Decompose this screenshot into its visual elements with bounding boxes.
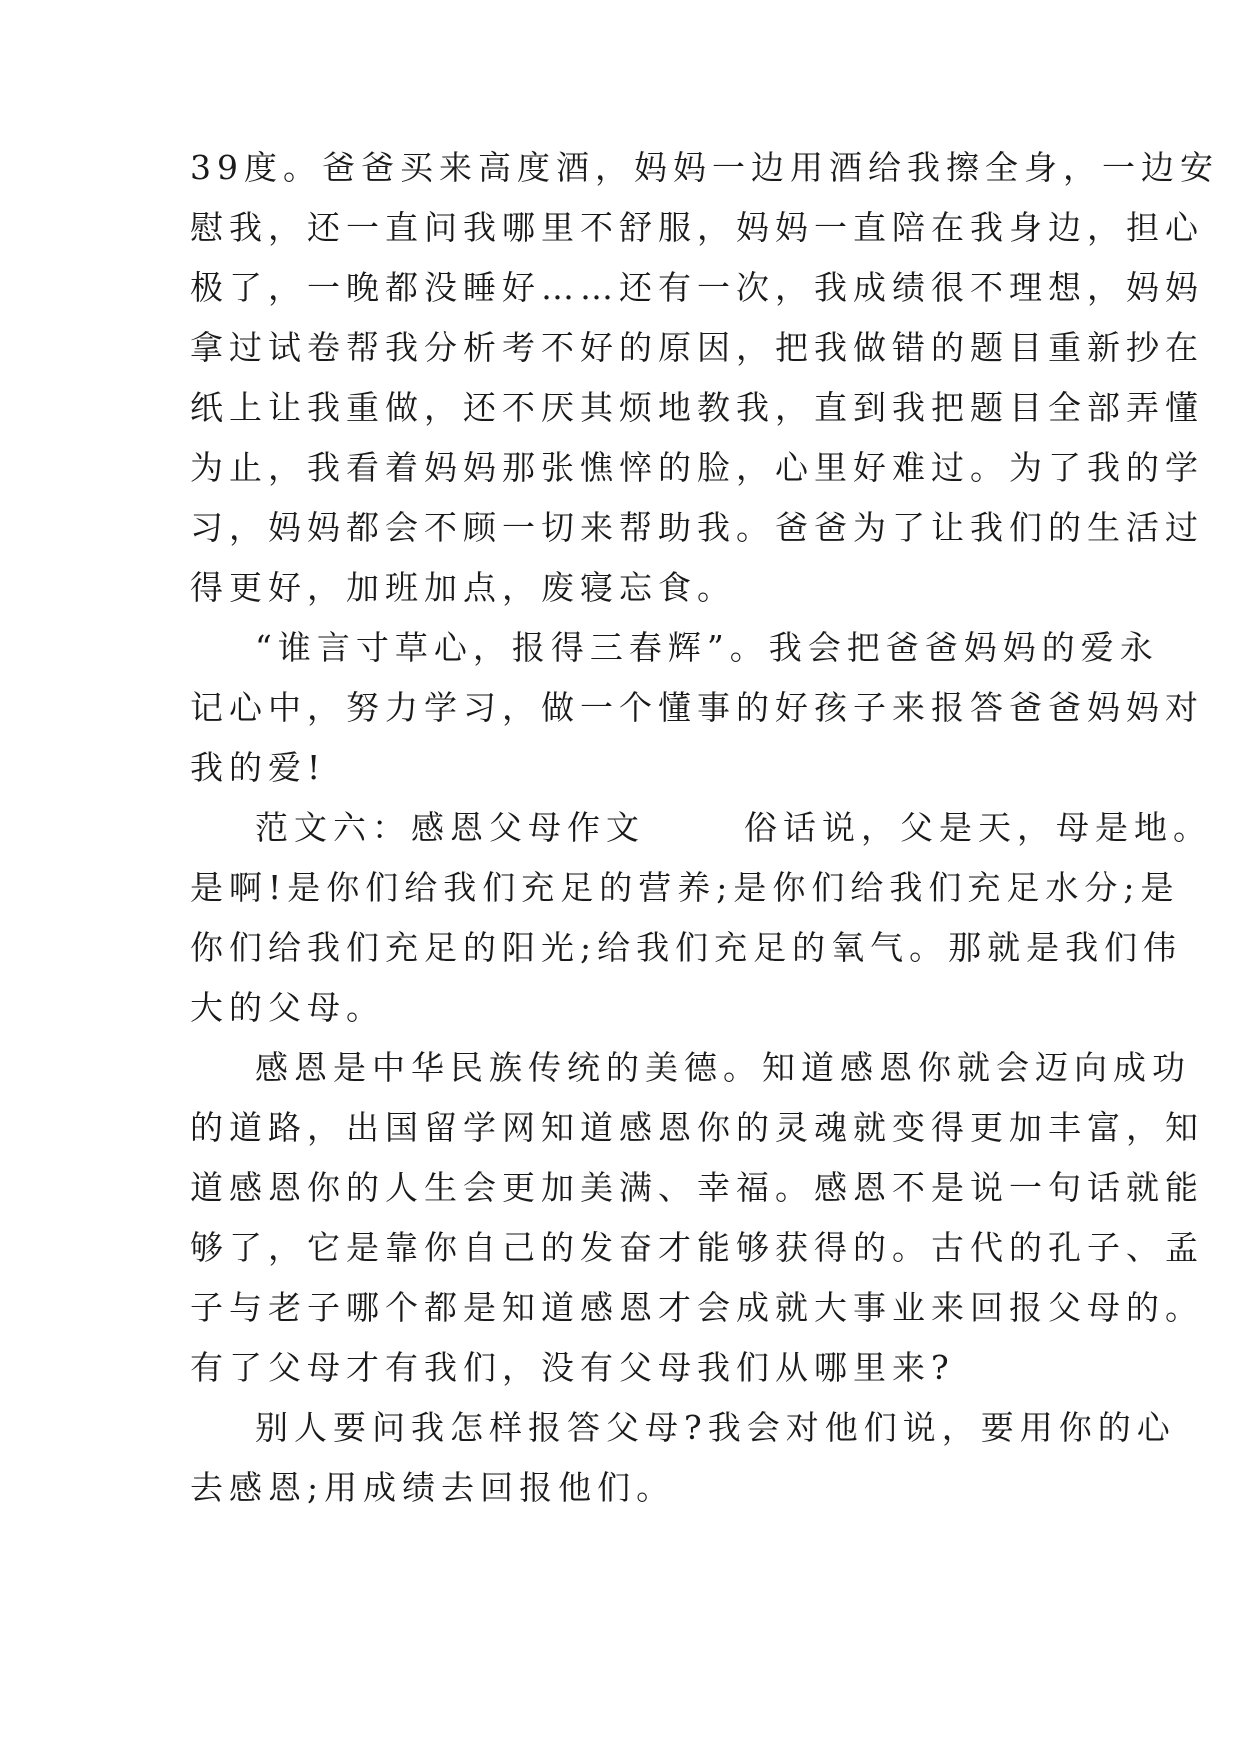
text-line: 大的父母。 [190, 988, 385, 1027]
text-line: 39度。爸爸买来高度酒，妈妈一边用酒给我擦全身，一边安 [190, 148, 1219, 187]
text-line: 有了父母才有我们，没有父母我们从哪里来? [190, 1348, 955, 1387]
section-heading-line: 范文六：感恩父母作文 俗话说，父是天，母是地。 [255, 808, 1212, 847]
text-line: 去感恩;用成绩去回报他们。 [190, 1468, 676, 1507]
text-line: 道感恩你的人生会更加美满、幸福。感恩不是说一句话就能 [190, 1168, 1204, 1207]
text-line: 够了，它是靠你自己的发奋才能够获得的。古代的孔子、孟 [190, 1228, 1204, 1267]
text-line: 记心中，努力学习，做一个懂事的好孩子来报答爸爸妈妈对 [190, 688, 1204, 727]
text-line: 为止，我看着妈妈那张憔悴的脸，心里好难过。为了我的学 [190, 448, 1204, 487]
text-line: 得更好，加班加点，废寝忘食。 [190, 568, 736, 607]
text-line: 是啊!是你们给我们充足的营养;是你们给我们充足水分;是 [190, 868, 1180, 907]
text-line: 纸上让我重做，还不厌其烦地教我，直到我把题目全部弄懂 [190, 388, 1204, 427]
text-line: 我的爱! [190, 748, 327, 787]
text-line: 感恩是中华民族传统的美德。知道感恩你就会迈向成功 [255, 1048, 1191, 1087]
text-line: 习，妈妈都会不顾一切来帮助我。爸爸为了让我们的生活过 [190, 508, 1204, 547]
text-line: 的道路，出国留学网知道感恩你的灵魂就变得更加丰富，知 [190, 1108, 1204, 1147]
text-line: 拿过试卷帮我分析考不好的原因，把我做错的题目重新抄在 [190, 328, 1204, 367]
text-line: 极了，一晚都没睡好……还有一次，我成绩很不理想，妈妈 [190, 268, 1204, 307]
text-line: 子与老子哪个都是知道感恩才会成就大事业来回报父母的。 [190, 1288, 1204, 1327]
text-line: 别人要问我怎样报答父母?我会对他们说，要用你的心 [255, 1408, 1176, 1447]
text-line: 慰我，还一直问我哪里不舒服，妈妈一直陪在我身边，担心 [190, 208, 1204, 247]
text-line: “谁言寸草心，报得三春辉”。我会把爸爸妈妈的爱永 [255, 628, 1159, 667]
text-line: 你们给我们充足的阳光;给我们充足的氧气。那就是我们伟 [190, 928, 1183, 967]
